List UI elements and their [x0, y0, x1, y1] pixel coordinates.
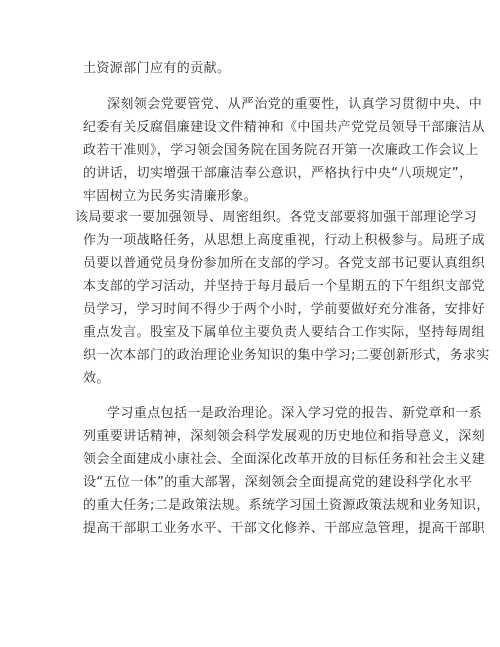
- text-line: 深刻领会党要管党、从严治党的重要性，认真学习贯彻中央、中: [107, 97, 483, 112]
- text-line: 本支部的学习活动，并坚持于每月最后一个星期五的下午组织支部党: [83, 279, 486, 294]
- text-line: 织一次本部门的政治理论业务知识的集中学习;二要创新形式，务求实: [83, 348, 490, 363]
- text-line: 领会全面建成小康社会、全面深化改革开放的目标任务和社会主义建: [83, 452, 486, 467]
- text-line: 牢固树立为民务实清廉形象。: [83, 189, 258, 204]
- text-line: 作为一项战略任务，从思想上高度重视，行动上积极参与。局班子成: [83, 233, 486, 248]
- text-line: 列重要讲话精神，深刻领会科学发展观的历史地位和指导意义，深刻: [83, 429, 486, 444]
- text-line: 的讲话，切实增强干部廉洁奉公意识，严格执行中央“八项规定”，: [83, 166, 473, 181]
- text-line: 该局要求一要加强领导、周密组织。各党支部要将加强干部理论学习: [75, 210, 478, 225]
- text-line: 设“五位一体”的重大部署，深刻领会全面提高党的建设科学化水平: [83, 475, 473, 490]
- text-line: 员学习，学习时间不得少于两个小时，学前要做好充分准备，安排好: [83, 302, 486, 317]
- text-line: 效。: [83, 371, 110, 386]
- text-line: 的重大任务;二是政策法规。系统学习国土资源政策法规和业务知识，: [83, 498, 490, 513]
- text-line: 政若干准则》，学习领会国务院在国务院召开第一次廉政工作会议上: [83, 143, 479, 158]
- text-line: 重点发言。股室及下属单位主要负责人要结合工作实际，坚持每周组: [83, 325, 486, 340]
- text-line: 提高干部职工业务水平、干部文化修养、干部应急管理，提高干部职: [83, 521, 486, 536]
- text-line: 土资源部门应有的贡献。: [83, 61, 231, 76]
- text-line: 员要以普通党员身份参加所在支部的学习。各党支部书记要认真组织: [83, 256, 486, 271]
- text-line: 学习重点包括一是政治理论。深入学习党的报告、新党章和一系: [107, 406, 483, 421]
- text-line: 纪委有关反腐倡廉建设文件精神和《中国共产党党员领导干部廉洁从: [83, 120, 486, 135]
